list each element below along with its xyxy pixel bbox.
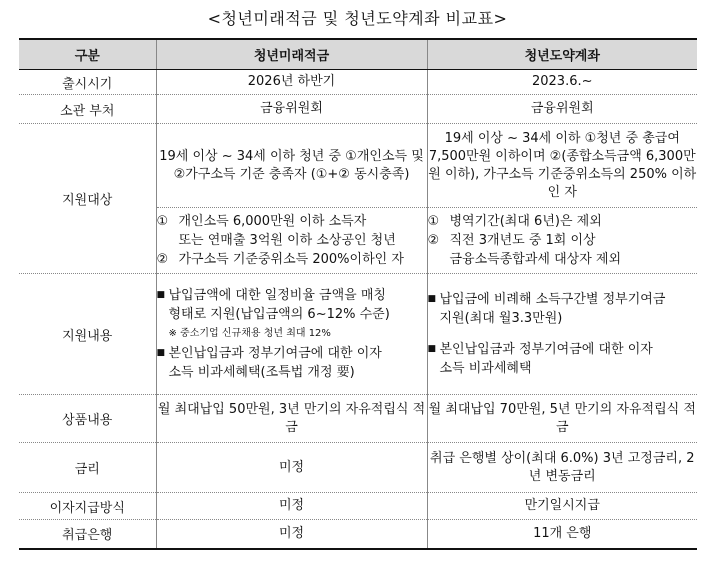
eligibility-col2-top [427,124,697,208]
row-label-ministry: 소관 부처 [19,95,156,124]
text-line: 3년 만기의 자유적립식 적금 [278,401,426,435]
text-line: 납입금액에 대한 일정비율 금액을 매칭 [168,288,386,303]
eligibility-col1-top [156,124,427,208]
eligibility-col1-bottom [156,208,427,274]
support-note: ※ 중소기업 신규채용 청년 최대 12% [168,328,331,339]
interest-col1: 미정 [156,493,427,520]
text-line: ①개인소득 및 ②가구소득 기준 충족자 [173,148,424,182]
text-line: 형태로 지원(납입금액의 6~12% 수준) [168,307,390,322]
row-label-interest: 이자지급방식 [19,493,156,520]
table-row [19,95,697,124]
comparison-table [19,38,697,550]
ministry-col2: 금융위원회 [427,95,697,124]
text-line: 본인납입금과 정부기여금에 대한 이자 [168,346,382,361]
circled-number: ① [156,214,169,229]
text-line: 3년 고정금리, 2년 변동금리 [528,450,695,484]
header-col2: 청년도약계좌 [427,39,697,70]
text-line: 병역기간(최대 6년)은 제외 [449,214,602,229]
text-line: 본인납입금과 정부기여금에 대한 이자 [439,342,653,357]
page-title: <청년미래적금 및 청년도약계좌 비교표> [207,9,508,28]
text-line: ②(종합소득금액 6,300만원 이하), [428,148,696,182]
ministry-col1: 금융위원회 [156,95,427,124]
table-row [19,124,697,208]
circled-number: ② [156,252,169,267]
text-line: 가구소득 기준중위소득 200%이하인 자 [178,252,404,267]
bullet-icon: ■ [427,294,437,304]
text-line: 취급 은행별 상이(최대 6.0%) [430,450,599,466]
row-label-support: 지원내용 [19,274,156,395]
header-row [19,39,697,70]
bullet-icon: ■ [156,348,166,358]
text-line: 19세 이상 ~ 34세 이하 청년 중 [159,148,342,164]
header-col1: 청년미래적금 [156,39,427,70]
interest-col2: 만기일시지급 [427,493,697,520]
rate-col1: 미정 [156,443,427,493]
text-line: 또는 연매출 3억원 이하 소상공인 청년 [178,233,396,248]
text-line: 개인소득 6,000만원 이하 소득자 [178,214,367,229]
text-line: 납입금에 비례해 소득구간별 정부기여금 [439,292,666,307]
table-row [19,520,697,549]
text-line: 금융소득종합과세 대상자 제외 [449,252,622,267]
product-col2 [427,395,697,443]
banks-col1: 미정 [156,520,427,549]
circled-number: ② [427,233,440,248]
table-row [19,274,697,395]
launch-col1: 2026년 하반기 [156,70,427,95]
table-row [19,395,697,443]
product-col1 [156,395,427,443]
text-line: 월 최대납입 50만원, [157,401,275,417]
text-line: 지원(최대 월3.3만원) [439,311,563,326]
text-line: 소득 비과세혜택 [439,361,532,376]
row-label-banks: 취급은행 [19,520,156,549]
text-line: 가구소득 기준중위소득의 250% 이하인 자 [483,166,697,200]
launch-col2: 2023.6.~ [427,70,697,95]
text-line: 직전 3개년도 중 1회 이상 [449,233,596,248]
table-row [19,493,697,520]
eligibility-col2-bottom [427,208,697,274]
text-line: 19세 이상 ~ 34세 이하 ①청년 중 [444,130,639,146]
row-label-product: 상품내용 [19,395,156,443]
support-col1 [156,274,427,395]
table-row [19,443,697,493]
row-label-eligibility: 지원대상 [19,124,156,274]
bullet-icon: ■ [427,344,437,354]
text-line: (①+② 동시충족) [310,166,410,182]
circled-number: ① [427,214,440,229]
row-label-rate: 금리 [19,443,156,493]
bullet-icon: ■ [156,290,166,300]
banks-col2: 11개 은행 [427,520,697,549]
row-label-launch: 출시시기 [19,70,156,95]
text-line: 소득 비과세혜택(조특법 개정 要) [168,365,355,380]
rate-col2 [427,443,697,493]
text-line: 월 최대납입 70만원, [428,401,546,417]
table-row [19,70,697,95]
text-line: 5년 만기의 자유적립식 적금 [549,401,696,435]
text-line: 총급여 7,500만원 이하이며 [428,130,680,164]
header-category: 구분 [19,39,156,70]
support-col2 [427,274,697,395]
